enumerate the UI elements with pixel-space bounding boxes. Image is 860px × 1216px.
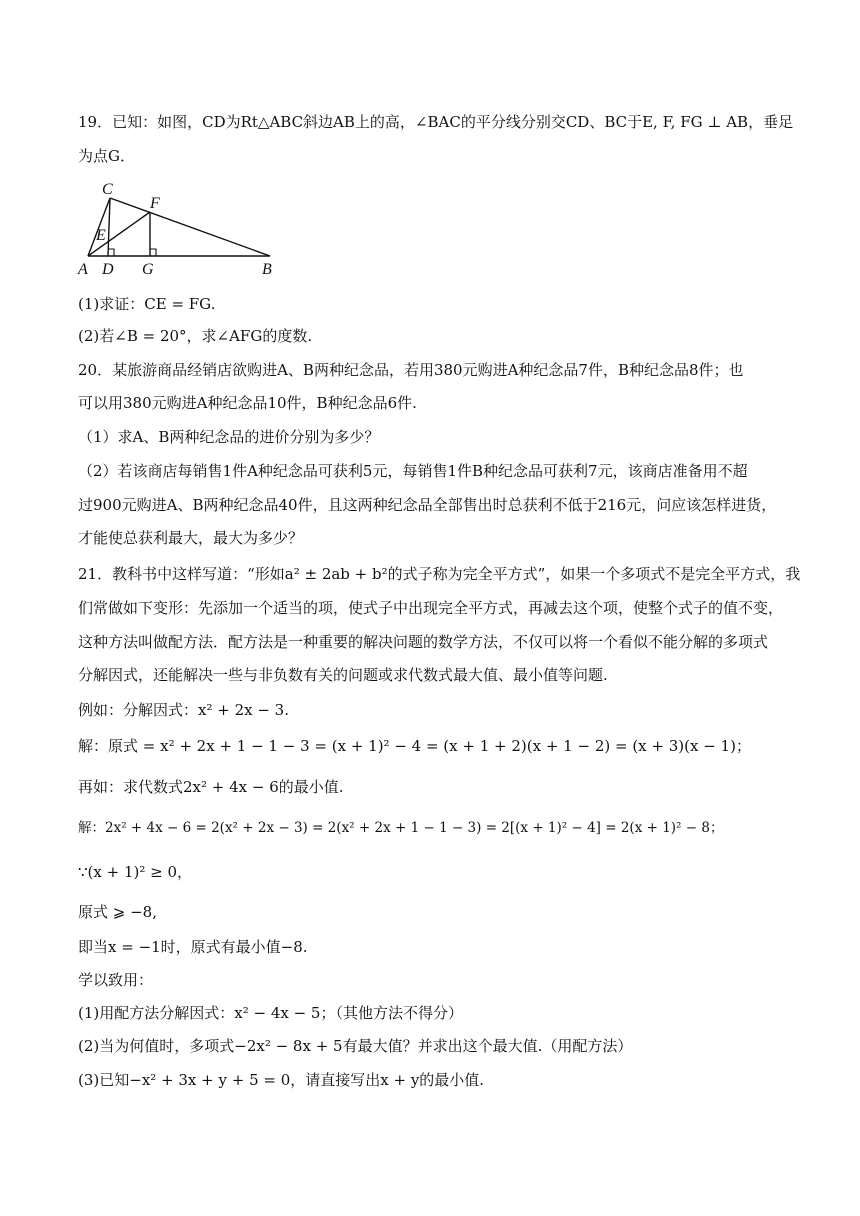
q20-stem-line1: 20．某旅游商品经销店欲购进A、B两种纪念品，若用380元购进A种纪念品7件，B种纪念品8件；也	[78, 361, 744, 379]
triangle-figure	[70, 178, 290, 278]
q21-stem-line4: 分解因式，还能解决一些与非负数有关的问题或求代数式最大值、最小值等问题.	[78, 666, 608, 684]
label-f: F	[150, 195, 160, 212]
q20-part2-line3: 才能使总获利最大，最大为多少？	[78, 529, 304, 547]
q21-example1: 例如：分解因式：x² + 2x − 3.	[78, 701, 289, 719]
q20-part1: （1）求A、B两种纪念品的进价分别为多少？	[78, 428, 380, 446]
q19-stem-line1: 19．已知：如图，CD为Rt△ABC斜边AB上的高，∠BAC的平分线分别交CD、BC于E, F, FG ⊥ AB，垂足	[78, 113, 794, 131]
q20-part2-line2: 过900元购进A、B两种纪念品40件，且这两种纪念品全部售出时总获利不低于216元，问应该怎样进货，	[78, 496, 777, 514]
q19-part1: (1)求证：CE = FG.	[78, 295, 216, 313]
q21-task2: (2)当为何值时，多项式−2x² − 8x + 5有最大值？并求出这个最大值.（用配方法）	[78, 1037, 633, 1055]
label-b: B	[262, 261, 272, 278]
q21-apply: 学以致用：	[78, 971, 154, 989]
q19-stem-line2: 为点G．	[78, 147, 135, 165]
q21-task3: (3)已知−x² + 3x + y + 5 = 0，请直接写出x + y的最小值.	[78, 1071, 485, 1089]
segment-cd	[108, 198, 110, 256]
q21-stem-line3: 这种方法叫做配方法．配方法是一种重要的解决问题的数学方法，不仅可以将一个看似不能分解的多项式	[78, 633, 769, 651]
label-e: E	[96, 227, 106, 244]
q20-part2-line1: （2）若该商店每销售1件A种纪念品可获利5元，每销售1件B种纪念品可获利7元，该商店准备用不超	[78, 462, 748, 480]
label-a: A	[78, 261, 88, 278]
label-c: C	[102, 181, 113, 198]
q21-example2: 再如：求代数式2x² + 4x − 6的最小值.	[78, 778, 344, 796]
label-d: D	[102, 261, 114, 278]
q21-conclusion: 即当x = −1时，原式有最小值−8.	[78, 938, 308, 956]
q20-stem-line2: 可以用380元购进A种纪念品10件，B种纪念品6件.	[78, 394, 417, 412]
q21-stem-line2: 们常做如下变形：先添加一个适当的项，使式子中出现完全平方式，再减去这个项，使整个式子的值不变，	[78, 599, 784, 617]
q21-stem-line1: 21．教科书中这样写道：“形如a² ± 2ab + b²的式子称为完全平方式”，如果一个多项式不是完全平方式，我	[78, 565, 801, 583]
q21-result: 原式 ⩾ −8,	[78, 903, 157, 921]
q19-part2: (2)若∠B = 20°，求∠AFG的度数.	[78, 327, 313, 345]
q21-task1: (1)用配方法分解因式：x² − 4x − 5；（其他方法不得分）	[78, 1004, 463, 1022]
q21-since: ∵(x + 1)² ≥ 0，	[78, 863, 193, 881]
right-angle-g	[150, 249, 156, 256]
segment-cb	[110, 198, 270, 256]
q21-solution1: 解：原式 = x² + 2x + 1 − 1 − 3 = (x + 1)² − 4 = (x + 1 + 2)(x + 1 − 2) = (x + 3)(x − 1)；	[78, 737, 751, 755]
q21-solution2: 解：2x² + 4x − 6 = 2(x² + 2x − 3) = 2(x² + 2x + 1 − 1 − 3) = 2[(x + 1)² − 4] = 2(x + 1)² − 8；	[78, 820, 724, 836]
label-g: G	[142, 261, 154, 278]
